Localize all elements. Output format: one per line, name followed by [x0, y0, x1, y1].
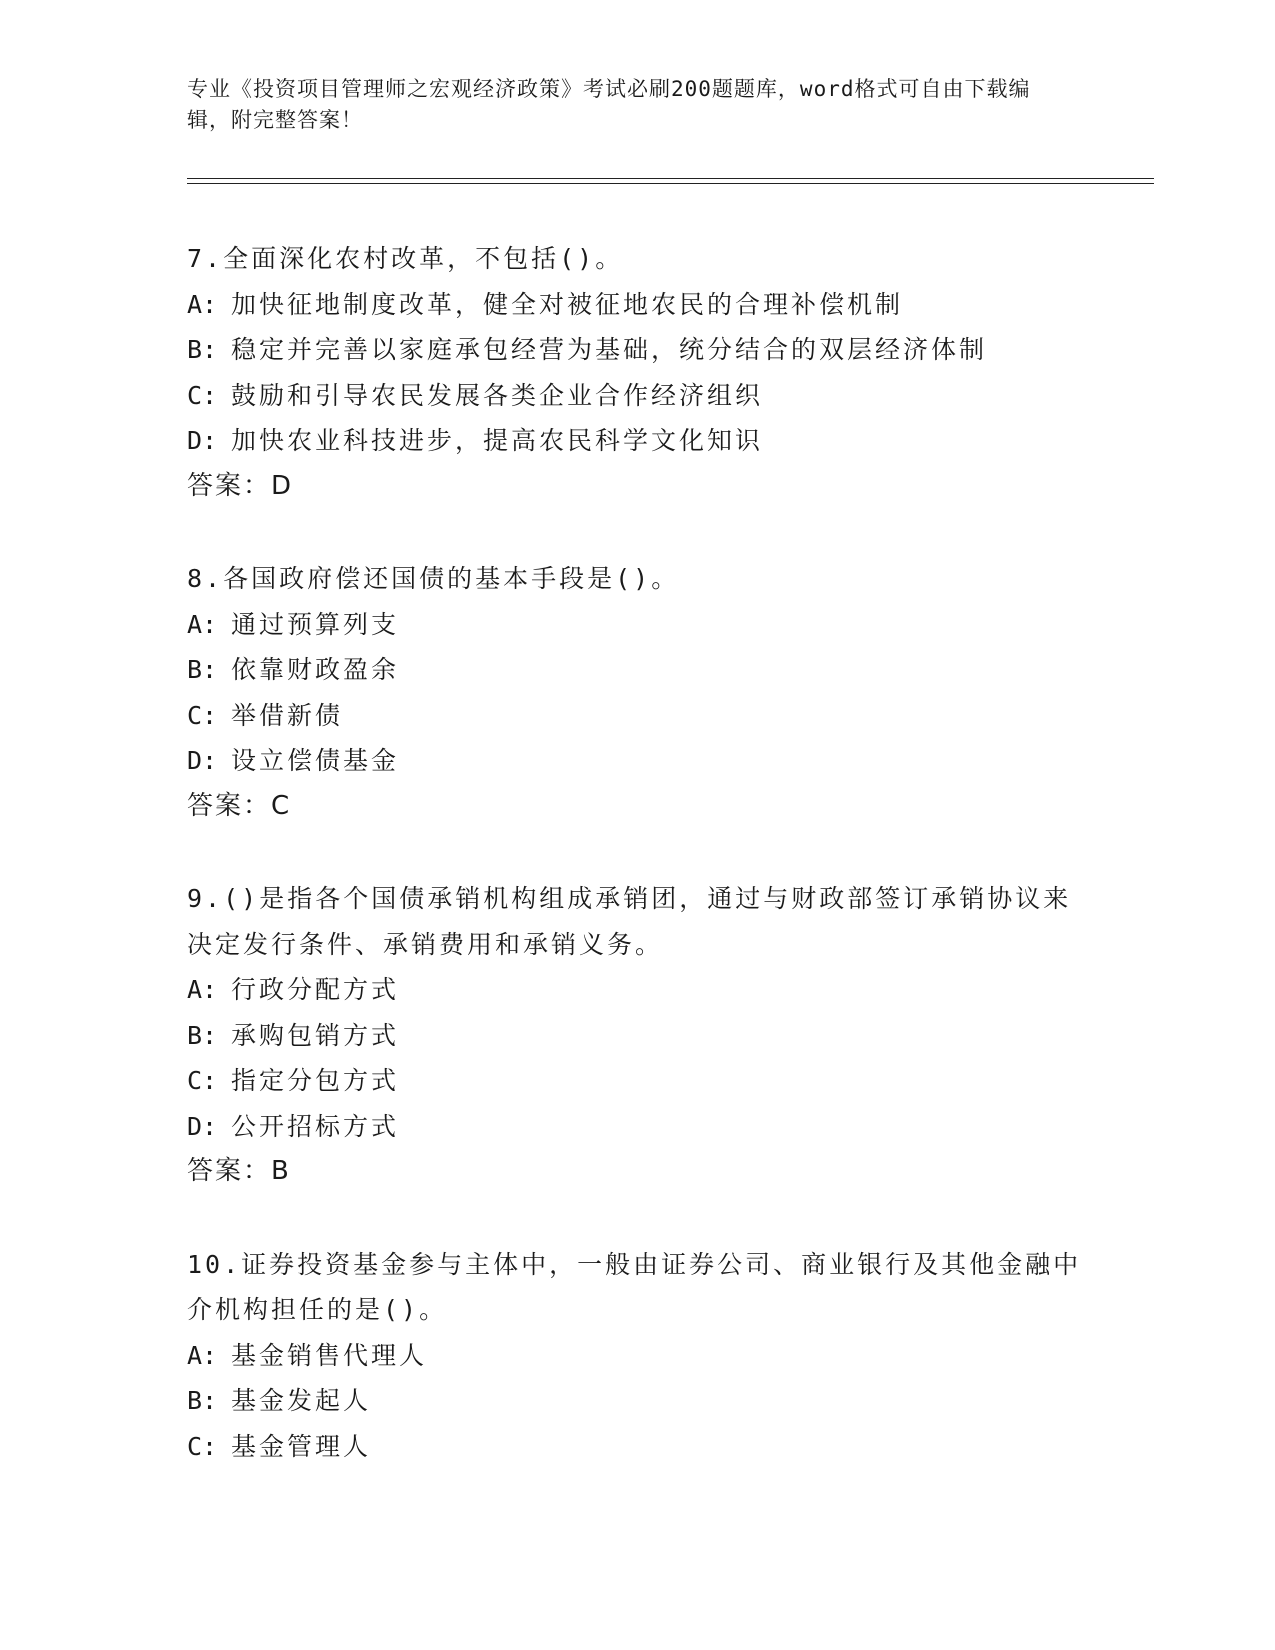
option-letter: D: — [187, 746, 218, 775]
option-letter: A: — [187, 289, 218, 319]
option-b — [187, 1013, 1087, 1059]
header-divider-top — [187, 178, 1154, 179]
option-letter: C: — [187, 1431, 218, 1461]
option-text: 鼓励和引导农民发展各类企业合作经济组织 — [231, 380, 764, 410]
document-header: 专业《投资项目管理师之宏观经济政策》考试必刷200题题库，word格式可自由下载编辑，附完整答案！ — [187, 77, 1031, 132]
option-c — [187, 1058, 1087, 1104]
option-c — [187, 693, 1087, 739]
option-c — [187, 373, 1087, 419]
option-b — [187, 647, 1087, 693]
option-letter: B: — [187, 335, 218, 364]
answer-line: 答案：D — [187, 470, 294, 501]
question-10 — [187, 1242, 1087, 1470]
option-text: 基金管理人 — [231, 1431, 372, 1461]
option-a — [187, 602, 1087, 648]
option-d — [187, 1104, 1087, 1150]
option-letter: A: — [187, 975, 218, 1004]
option-text: 基金发起人 — [231, 1386, 372, 1415]
option-text: 举借新债 — [231, 700, 344, 730]
header-divider-bottom — [187, 183, 1154, 184]
option-text: 稳定并完善以家庭承包经营为基础，统分结合的双层经济体制 — [231, 335, 988, 364]
question-list — [187, 236, 1087, 1516]
question-stem: 7.全面深化农村改革，不包括()。 — [187, 244, 624, 273]
question-8 — [187, 556, 1087, 829]
question-stem: 8.各国政府偿还国债的基本手段是()。 — [187, 564, 680, 593]
option-a — [187, 282, 1087, 328]
option-text: 加快征地制度改革，健全对被征地农民的合理补偿机制 — [231, 289, 904, 319]
option-text: 行政分配方式 — [231, 975, 400, 1004]
option-text: 公开招标方式 — [231, 1111, 400, 1141]
option-text: 加快农业科技进步，提高农民科学文化知识 — [231, 426, 764, 455]
option-text: 通过预算列支 — [231, 609, 400, 639]
option-text: 承购包销方式 — [231, 1020, 400, 1050]
option-letter: B: — [187, 655, 218, 684]
option-letter: C: — [187, 700, 218, 730]
option-letter: C: — [187, 380, 218, 410]
option-d — [187, 738, 1087, 784]
option-letter: B: — [187, 1386, 218, 1415]
option-letter: D: — [187, 1111, 218, 1141]
answer-line: 答案：B — [187, 1156, 291, 1186]
option-c — [187, 1424, 1087, 1470]
option-letter: C: — [187, 1066, 218, 1095]
option-letter: D: — [187, 426, 218, 455]
option-text: 依靠财政盈余 — [231, 655, 400, 684]
option-letter: B: — [187, 1020, 218, 1050]
answer-line: 答案：C — [187, 790, 292, 821]
option-d — [187, 418, 1087, 464]
option-letter: A: — [187, 1340, 218, 1370]
option-text: 设立偿债基金 — [231, 746, 400, 775]
option-letter: A: — [187, 609, 218, 639]
option-b — [187, 1378, 1087, 1424]
option-a — [187, 1333, 1087, 1379]
option-a — [187, 967, 1087, 1013]
question-stem: 10.证券投资基金参与主体中，一般由证券公司、商业银行及其他金融中介机构担任的是()。 — [187, 1249, 1082, 1324]
option-text: 指定分包方式 — [231, 1066, 400, 1095]
option-b — [187, 327, 1087, 373]
question-9 — [187, 876, 1087, 1195]
option-text: 基金销售代理人 — [231, 1340, 428, 1370]
question-stem: 9.()是指各个国债承销机构组成承销团，通过与财政部签订承销协议来决定发行条件、承销费用和承销义务。 — [187, 884, 1072, 959]
question-7 — [187, 236, 1087, 509]
